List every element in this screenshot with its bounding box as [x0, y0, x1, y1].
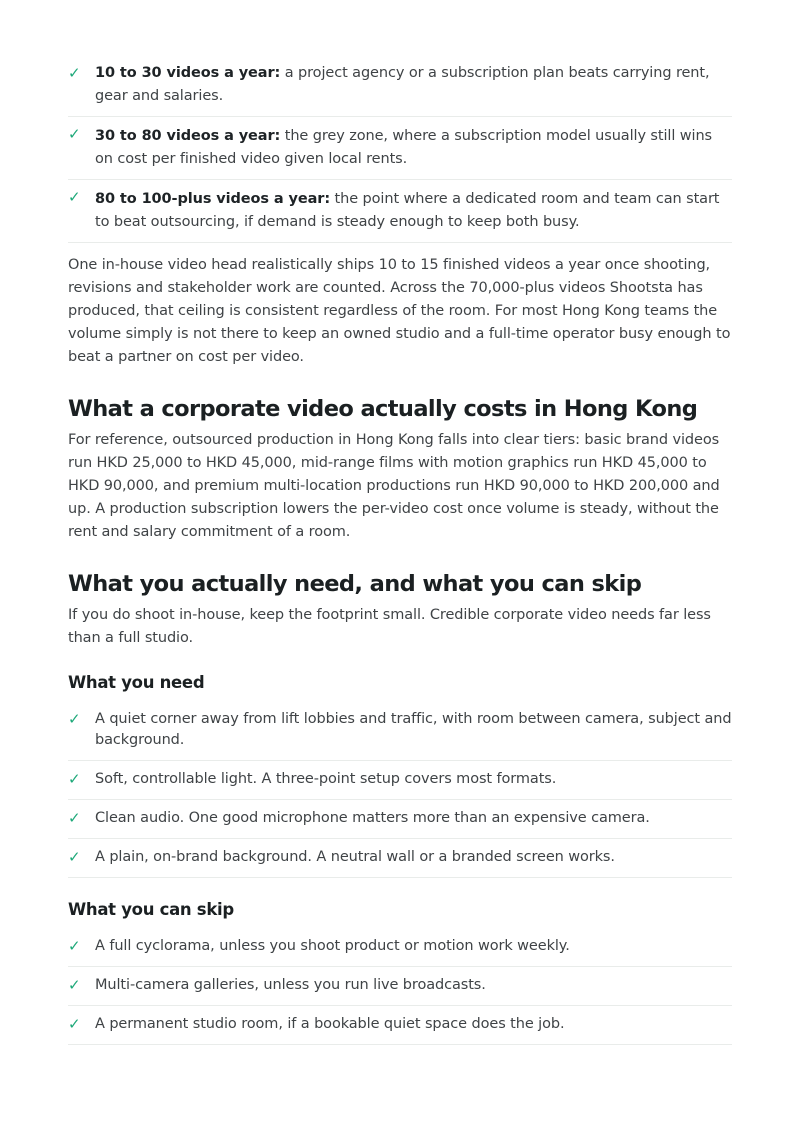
need-list	[68, 701, 732, 878]
tier-label: 10 to 30 videos a year:	[95, 65, 281, 81]
tier-description: the point where a dedicated room and team can start to beat outsourcing, if demand is steady enough to keep both busy.	[95, 191, 720, 230]
check-icon: ✓	[68, 125, 81, 143]
list-item	[68, 123, 732, 180]
check-icon: ✓	[68, 710, 81, 728]
tier-label: 80 to 100-plus videos a year:	[95, 191, 331, 207]
tier-label: 30 to 80 videos a year:	[95, 128, 281, 144]
check-icon: ✓	[68, 1015, 81, 1033]
list-item	[68, 928, 732, 967]
article-body	[68, 62, 732, 1045]
costs-paragraph: For reference, outsourced production in Hong Kong falls into clear tiers: basic brand videos run HKD 25,000 to HKD 45,000, mid-range films with motion graphics run HKD 45,000 to HKD 90,000, and premium multi-location productions run HKD 90,000 to HKD 200,000 and up. A production subscription lowers the per-video cost once volume is steady, without the rent and salary commitment of a room.	[68, 432, 720, 540]
list-item-text: A plain, on-brand background. A neutral wall or a branded screen works.	[95, 849, 615, 865]
volume-tier-list	[68, 62, 732, 243]
subheading-skip: What you can skip	[68, 900, 234, 919]
tier-description: the grey zone, where a subscription model usually still wins on cost per finished video given local rents.	[95, 128, 713, 167]
list-item	[68, 701, 732, 761]
list-item	[68, 967, 732, 1006]
list-item-text: A quiet corner away from lift lobbies and traffic, with room between camera, subject and background.	[95, 711, 732, 748]
check-icon: ✓	[68, 848, 81, 866]
tier-description: a project agency or a subscription plan beats carrying rent, gear and salaries.	[95, 65, 710, 104]
check-icon: ✓	[68, 64, 81, 82]
list-item-text: A permanent studio room, if a bookable quiet space does the job.	[95, 1016, 565, 1032]
list-item-text: A full cyclorama, unless you shoot product or motion work weekly.	[95, 938, 570, 954]
section-heading-costs: What a corporate video actually costs in Hong Kong	[68, 396, 698, 422]
list-item	[68, 1006, 732, 1045]
list-item	[68, 800, 732, 839]
check-icon: ✓	[68, 188, 81, 206]
subheading-need: What you need	[68, 673, 205, 692]
list-item	[68, 62, 732, 117]
check-icon: ✓	[68, 937, 81, 955]
check-icon: ✓	[68, 809, 81, 827]
check-icon: ✓	[68, 976, 81, 994]
check-icon: ✓	[68, 770, 81, 788]
list-item	[68, 839, 732, 878]
list-item	[68, 186, 732, 243]
list-item-text: Soft, controllable light. A three-point setup covers most formats.	[95, 771, 557, 787]
list-item-text: Clean audio. One good microphone matters more than an expensive camera.	[95, 810, 650, 826]
intro-paragraph: One in-house video head realistically ships 10 to 15 finished videos a year once shooting, revisions and stakeholder work are counted. Across the 70,000-plus videos Shootsta has produced, that ceiling is consistent regardless of the room. For most Hong Kong teams the volume simply is not there to keep an owned studio and a full-time operator busy enough to beat a partner on cost per video.	[68, 257, 731, 365]
list-item	[68, 761, 732, 800]
skip-list	[68, 928, 732, 1045]
section-heading-needs: What you actually need, and what you can skip	[68, 571, 642, 597]
needs-paragraph: If you do shoot in-house, keep the footprint small. Credible corporate video needs far less than a full studio.	[68, 607, 711, 646]
list-item-text: Multi-camera galleries, unless you run live broadcasts.	[95, 977, 486, 993]
